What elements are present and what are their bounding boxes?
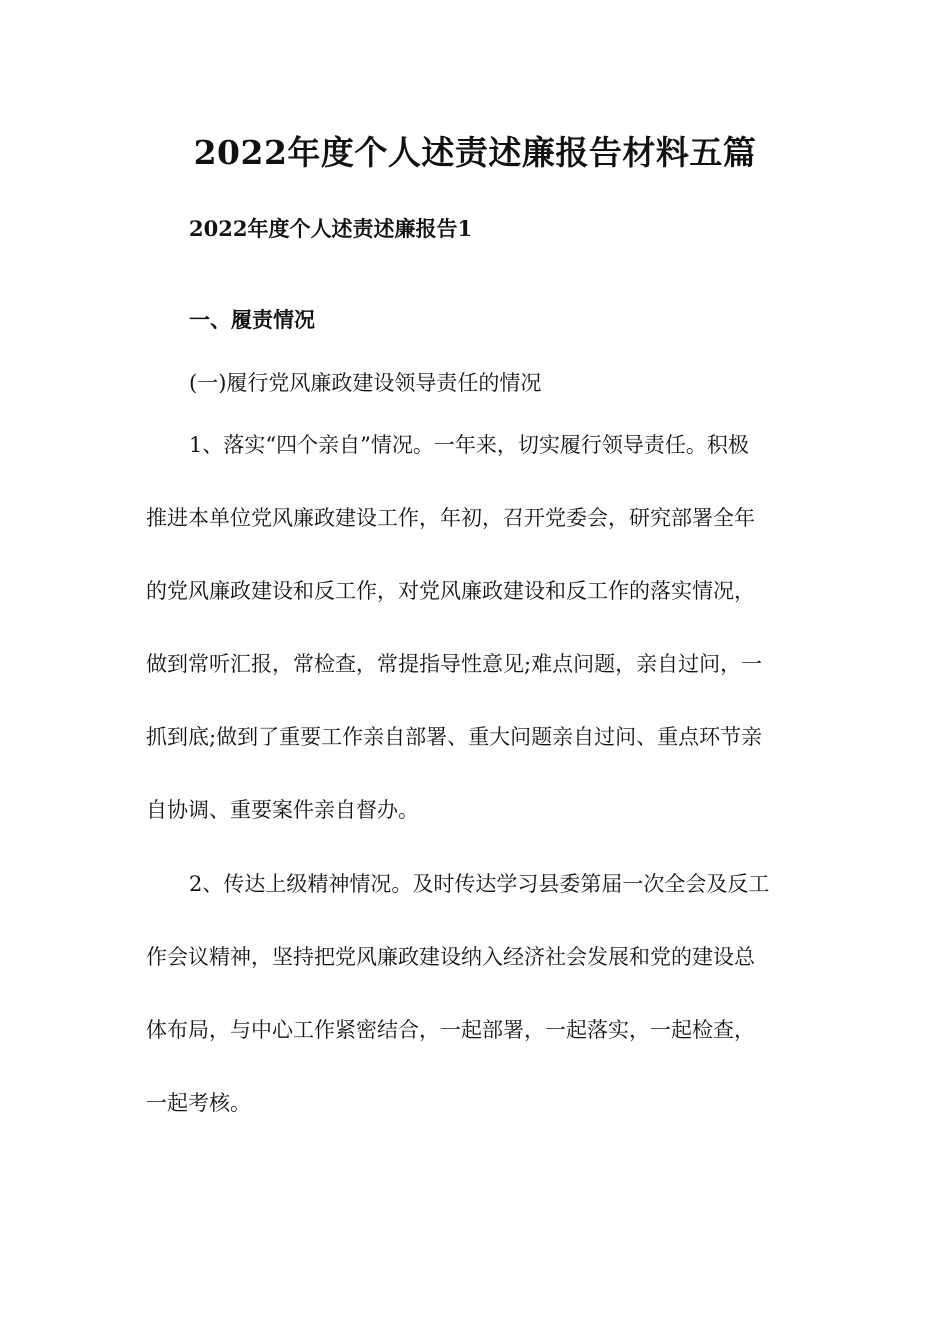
- paragraph-2-line: 作会议精神，坚持把党风廉政建设纳入经济社会发展和党的建设总: [146, 945, 755, 969]
- paragraph-1-line: 推进本单位党风廉政建设工作，年初，召开党委会，研究部署全年: [146, 506, 755, 530]
- paragraph-2-line: 2、传达上级精神情况。及时传达学习县委第届一次全会及反工: [189, 872, 770, 896]
- paragraph-1-line: 的党风廉政建设和反工作，对党风廉政建设和反工作的落实情况，: [146, 579, 755, 603]
- paragraph-1-line: 抓到底;做到了重要工作亲自部署、重大问题亲自过问、重点环节亲: [146, 725, 763, 749]
- paragraph-2-line: 体布局，与中心工作紧密结合，一起部署，一起落实，一起检查，: [146, 1018, 755, 1042]
- paragraph-1-line: 1、落实“四个亲自”情况。一年来，切实履行领导责任。积极: [189, 433, 749, 457]
- paragraph-2-line: 一起考核。: [146, 1091, 251, 1115]
- subsection-heading: (一)履行党风廉政建设领导责任的情况: [189, 371, 542, 395]
- document-title: 2022年度个人述责述廉报告材料五篇: [193, 133, 757, 172]
- paragraph-1-line: 自协调、重要案件亲自督办。: [146, 798, 419, 822]
- paragraph-1-line: 做到常听汇报，常检查，常提指导性意见;难点问题，亲自过问，一: [146, 652, 763, 676]
- paragraph-2: [146, 869, 806, 1161]
- report-subtitle: 2022年度个人述责述廉报告1: [189, 216, 473, 241]
- section-heading: 一、履责情况: [189, 307, 315, 332]
- paragraph-1: [146, 430, 806, 868]
